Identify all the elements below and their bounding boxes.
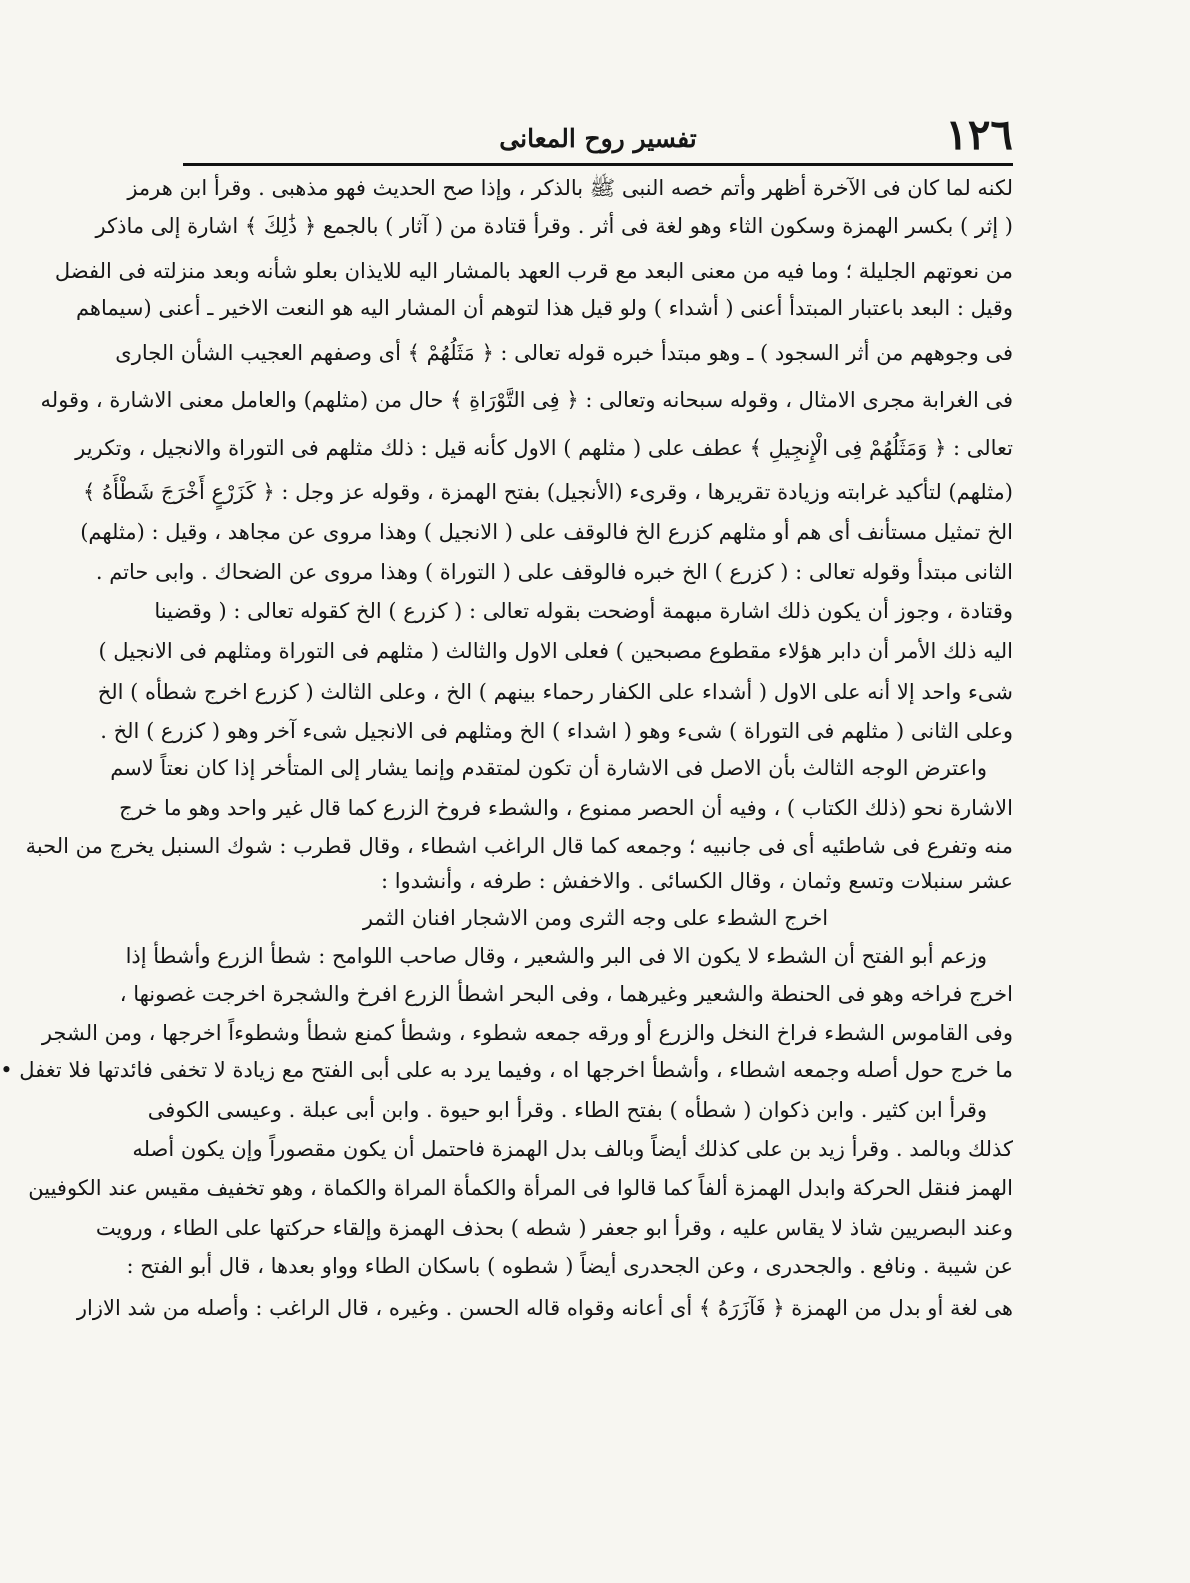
text-line: اليه ذلك الأمر أن دابر هؤلاء مقطوع مصبحين ) فعلى الاول والثالث ( مثلهم فى التوراة ومثلهم فى الانجيل ) <box>98 639 1013 663</box>
text-line: واعترض الوجه الثالث بأن الاصل فى الاشارة أن تكون لمتقدم وإنما يشار إلى المتأخر إذا كان نعتاً لاسم <box>110 756 987 780</box>
text-line: (مثلهم) لتأكيد غرابته وزيادة تقريرها ، وقرىء (الأنجيل) بفتح الهمزة ، وقوله عز وجل : ﴿ كَزَرْعٍ أَخْرَجَ شَطْأَهُ ﴾ <box>82 480 1013 504</box>
text-line: الثانى مبتدأ وقوله تعالى : ( كزرع ) الخ خبره فالوقف على ( التوراة ) وهذا مروى عن الضحاك . وابى حاتم . <box>95 560 1013 584</box>
text-line: وفى القاموس الشطء فراخ النخل والزرع أو ورقه جمعه شطوء ، وشطأ كمنع شطأ وشطوءاً اخرجها ، ومن الشجر <box>41 1021 1013 1045</box>
text-line: وزعم أبو الفتح أن الشطء لا يكون الا فى البر والشعير ، وقال صاحب اللوامح : شطأ الزرع وأشطأ إذا <box>125 944 987 968</box>
page-header <box>183 110 1013 170</box>
text-line: عشر سنبلات وتسع وثمان ، وقال الكسائى . والاخفش : طرفه ، وأنشدوا : <box>380 869 1013 893</box>
verse-line: اخرج الشطء على وجه الثرى ومن الاشجار افنان الثمر <box>362 906 829 930</box>
text-line: كذلك وبالمد . وقرأ زيد بن على كذلك أيضاً وبالف بدل الهمزة فاحتمل أن يكون مقصوراً وإن يكون أصله <box>132 1137 1013 1161</box>
text-body <box>0 170 1013 1510</box>
text-line: وقيل : البعد باعتبار المبتدأ أعنى ( أشداء ) ولو قيل هذا لتوهم أن المشار اليه هو النعت الاخير ـ أعنى (سيماهم <box>75 296 1013 320</box>
text-line: فى وجوههم من أثر السجود ) ـ وهو مبتدأ خبره قوله تعالى : ﴿ مَثَلُهُمْ ﴾ أى وصفهم العجيب الشأن الجارى <box>115 341 1013 365</box>
text-line: ما خرج حول أصله وجمعه اشطاء ، وأشطأ اخرجها اه ، وفيما يرد به على أبى الفتح مع زيادة لا تخفى فائدتها فلا تغفل • <box>0 1058 1013 1082</box>
text-line: وعند البصريين شاذ لا يقاس عليه ، وقرأ ابو جعفر ( شطه ) بحذف الهمزة وإلقاء حركتها على الطاء ، ورويت <box>95 1216 1013 1240</box>
text-line: الاشارة نحو (ذلك الكتاب ) ، وفيه أن الحصر ممنوع ، والشطء فروخ الزرع كما قال غير واحد وهو ما خرج <box>119 796 1013 820</box>
text-line: منه وتفرع فى شاطئيه أى فى جانبيه ؛ وجمعه كما قال الراغب اشطاء ، وقال قطرب : شوك السنبل يخرج من الحبة <box>25 834 1013 858</box>
text-line: الخ تمثيل مستأنف أى هم أو مثلهم كزرع الخ فالوقف على ( الانجيل ) وهذا مروى عن مجاهد ، وقيل : (مثلهم) <box>80 520 1013 544</box>
text-line: تعالى : ﴿ وَمَثَلُهُمْ فِى الْإِنجِيلِ ﴾ عطف على ( مثلهم ) الاول كأنه قيل : ذلك مثلهم فى التوراة والانجيل ، وتكرير <box>75 436 1013 460</box>
text-line: لكنه لما كان فى الآخرة أظهر وأتم خصه النبى ﷺ بالذكر ، وإذا صح الحديث فهو مذهبى . وقرأ ابن هرمز <box>127 176 1013 200</box>
running-title: تفسير روح المعانى <box>499 124 697 153</box>
text-line: اخرج فراخه وهو فى الحنطة والشعير وغيرهما ، وفى البحر اشطأ الزرع افرخ والشجرة اخرجت غصونها ، <box>119 982 1013 1006</box>
text-line: وعلى الثانى ( مثلهم فى التوراة ) شىء وهو ( اشداء ) الخ ومثلهم فى الانجيل شىء آخر وهو ( كزرع ) الخ . <box>100 719 1013 743</box>
text-line: من نعوتهم الجليلة ؛ وما فيه من معنى البعد مع قرب العهد بالمشار اليه للايذان بعلو شأنه وبعد منزلته فى الفضل <box>54 259 1013 283</box>
text-line: وقرأ ابن كثير . وابن ذكوان ( شطأه ) بفتح الطاء . وقرأ ابو حيوة . وابن أبى عبلة . وعيسى الكوفى <box>147 1098 987 1122</box>
text-line: عن شيبة . ونافع . والجحدرى ، وعن الجحدرى أيضاً ( شطوه ) باسكان الطاء وواو بعدها ، قال أبو الفتح : <box>126 1254 1013 1278</box>
header-rule <box>183 163 1013 166</box>
text-line: فى الغرابة مجرى الامثال ، وقوله سبحانه وتعالى : ﴿ فِى التَّوْرَاةِ ﴾ حال من (مثلهم) والعامل معنى الاشارة ، وقوله <box>40 388 1013 412</box>
text-line: وقتادة ، وجوز أن يكون ذلك اشارة مبهمة أوضحت بقوله تعالى : ( كزرع ) الخ كقوله تعالى : ( وقضينا <box>154 599 1013 623</box>
text-line: الهمز فنقل الحركة وابدل الهمزة ألفاً كما قالوا فى المرأة والكمأة المراة والكماة ، وهو تخفيف مقيس عند الكوفيين <box>28 1176 1013 1200</box>
text-line: شىء واحد إلا أنه على الاول ( أشداء على الكفار رحماء بينهم ) الخ ، وعلى الثالث ( كزرع اخرج شطأه ) الخ <box>97 680 1013 704</box>
page-number: ١٢٦ <box>945 110 1013 159</box>
text-line: هى لغة أو بدل من الهمزة ﴿ فَآزَرَهُ ﴾ أى أعانه وقواه قاله الحسن . وغيره ، قال الراغب : وأصله من شد الازار <box>76 1296 1013 1320</box>
text-line: ( إثر ) بكسر الهمزة وسكون الثاء وهو لغة فى أثر . وقرأ قتادة من ( آثار ) بالجمع ﴿ ذَٰلِكَ ﴾ اشارة إلى ماذكر <box>95 214 1013 238</box>
